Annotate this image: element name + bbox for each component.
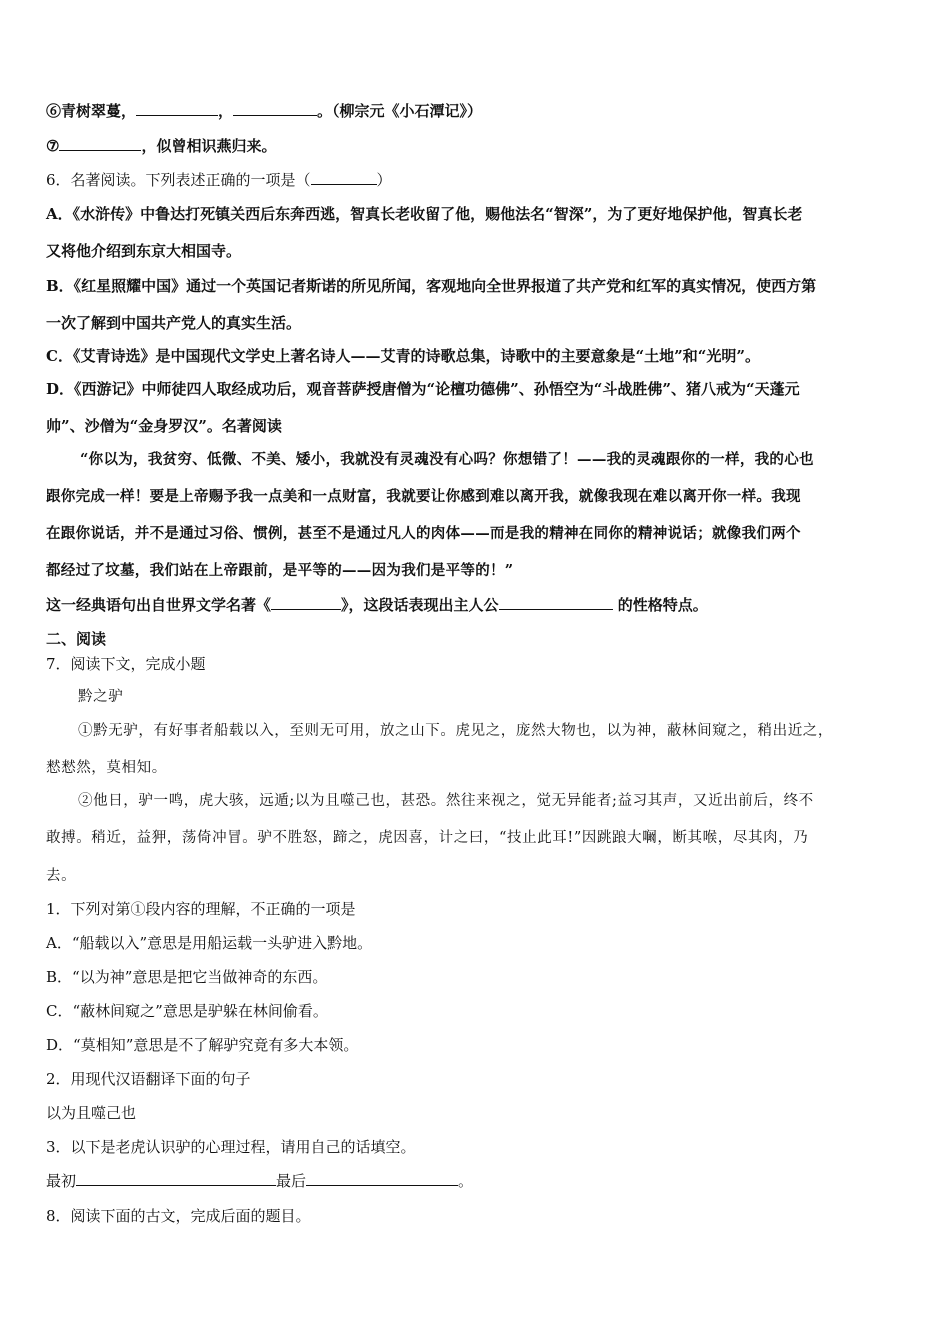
ask-text-a: 这一经典语句出自世界文学名著《 (46, 596, 272, 614)
text-title: 黔之驴 (78, 689, 124, 705)
q6-stem: 6．名著阅读。下列表述正确的一项是（ (46, 171, 311, 189)
question-7: 7．阅读下文，完成小题 (46, 655, 206, 673)
sub-q1-option-c: C．“蔽林间窥之”意思是驴躲在林间偷看。 (46, 1002, 328, 1020)
s3-period: 。 (458, 1172, 474, 1190)
quote-line2: 跟你完成一样！要是上帝赐予我一点美和一点财富，我就要让你感到难以离开我，就像我现在难以离开你一样。我现 (46, 488, 801, 505)
option-a-line1: A．《水浒传》中鲁达打死镇关西后东奔西逃，智真长老收留了他，赐他法名“智深”，为了更好地保护他，智真长老 (46, 205, 803, 223)
quote-line4: 都经过了坟墓，我们站在上帝跟前，是平等的——因为我们是平等的！” (46, 562, 514, 579)
option-b-line2: 一次了解到中国共产党人的真实生活。 (46, 314, 302, 332)
blank-6b[interactable] (233, 101, 317, 116)
para2-line1: ②他日，驴一鸣，虎大骇，远遁;以为且噬己也，甚恐。然往来视之，觉无异能者;益习其声，又近出前后，终不 (78, 793, 814, 809)
line-poem-7 (46, 136, 908, 156)
quote-question (46, 595, 908, 615)
blank-6a[interactable] (136, 101, 218, 116)
sub-question-1: 1．下列对第①段内容的理解，不正确的一项是 (46, 900, 356, 918)
para2-line3: 去。 (46, 868, 77, 884)
sub-q1-option-a: A．“船载以入”意思是用船运载一头驴进入黔地。 (46, 934, 373, 952)
ask-text-b: 》，这段话表现出主人公 (341, 596, 499, 614)
option-b-line1: B．《红星照耀中国》通过一个英国记者斯诺的所见所闻，客观地向全世界报道了共产党和红军的真实情况，使西方第 (46, 277, 817, 295)
q6-close: ） (376, 171, 392, 189)
ask-text-c: 的性格特点。 (612, 596, 708, 614)
blank-book-title[interactable] (271, 595, 341, 610)
blank-q6[interactable] (311, 170, 377, 185)
option-c: C．《艾青诗选》是中国现代文学史上著名诗人——艾青的诗歌总集，诗歌中的主要意象是“土地”和“光明”。 (46, 347, 760, 365)
poem-6-comma: ， (218, 102, 234, 120)
option-d-line1: D．《西游记》中师徒四人取经成功后，观音菩萨授唐僧为“论檀功德佛”、孙悟空为“斗战胜佛”、猪八戒为“天蓬元 (46, 380, 800, 398)
option-a-line2: 又将他介绍到东京大相国寺。 (46, 242, 242, 260)
s3-first-label: 最初 (46, 1172, 77, 1190)
para1-line2: 慭慭然，莫相知。 (46, 760, 167, 776)
sub-q3-answer-line (46, 1171, 908, 1191)
poem-7-num: ⑦ (46, 137, 60, 155)
poem-6-source: 。（柳宗元《小石潭记》） (317, 102, 483, 120)
blank-character[interactable] (499, 595, 613, 610)
sub-q1-option-b: B．“以为神”意思是把它当做神奇的东西。 (46, 968, 328, 986)
section-2-title: 二、阅读 (46, 630, 107, 648)
blank-7[interactable] (59, 136, 141, 151)
sub-q1-option-d: D．“莫相知”意思是不了解驴究竟有多大本领。 (46, 1036, 359, 1054)
line-poem-6 (46, 101, 908, 121)
sub-q2-sentence: 以为且噬己也 (46, 1104, 137, 1122)
quote-line1: “你以为，我贫穷、低微、不美、矮小，我就没有灵魂没有心吗？你想错了！——我的灵魂跟你的一样，我的心也 (80, 451, 814, 468)
question-8: 8．阅读下面的古文，完成后面的题目。 (46, 1207, 311, 1225)
s3-last-label: 最后 (276, 1172, 307, 1190)
option-d-line2: 帅”、沙僧为“金身罗汉”。名著阅读 (46, 417, 282, 435)
sub-question-3: 3．以下是老虎认识驴的心理过程，请用自己的话填空。 (46, 1138, 416, 1156)
blank-last[interactable] (306, 1171, 458, 1186)
poem-7-text: ，似曾相识燕归来。 (141, 137, 277, 155)
question-6 (46, 170, 908, 190)
para2-line2: 敢搏。稍近，益狎，荡倚冲冒。驴不胜怒，蹄之，虎因喜，计之曰，“技止此耳!”因跳踉大㘎，断其喉，尽其肉，乃 (46, 830, 809, 846)
quote-line3: 在跟你说话，并不是通过习俗、惯例，甚至不是通过凡人的肉体——而是我的精神在同你的精神说话；就像我们两个 (46, 525, 801, 542)
blank-first[interactable] (76, 1171, 276, 1186)
para1-line1: ①黔无驴，有好事者船载以入，至则无可用，放之山下。虎见之，庞然大物也，以为神，蔽林间窥之，稍出近之， (78, 723, 833, 739)
sub-question-2: 2．用现代汉语翻译下面的句子 (46, 1070, 251, 1088)
poem-6-text: ⑥青树翠蔓， (46, 102, 137, 120)
